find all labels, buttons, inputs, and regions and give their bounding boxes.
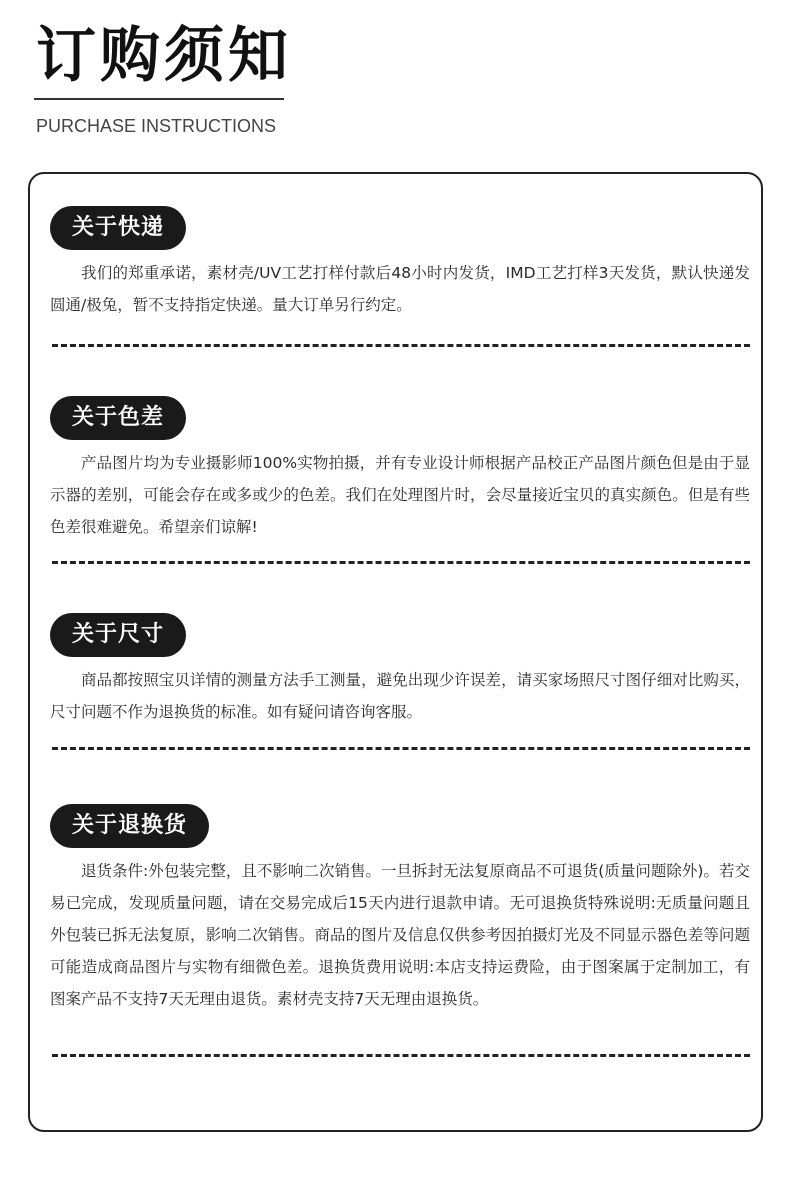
section-divider xyxy=(52,1054,750,1057)
section-size xyxy=(50,613,750,728)
section-body-color-difference: 产品图片均为专业摄影师100%实物拍摄，并有专业设计师根据产品校正产品图片颜色但是由于显示器的差别，可能会存在或多或少的色差。我们在处理图片时，会尽量接近宝贝的真实颜色。但是有些色差很难避免。希望亲们谅解! xyxy=(50,454,750,536)
section-divider xyxy=(52,561,750,564)
section-body-size: 商品都按照宝贝详情的测量方法手工测量，避免出现少许误差，请买家场照尺寸图仔细对比购买，尺寸问题不作为退换货的标准。如有疑问请咨询客服。 xyxy=(50,671,750,721)
section-divider xyxy=(52,747,750,750)
section-body-shipping: 我们的郑重承诺，素材壳/UV工艺打样付款后48小时内发货，IMD工艺打样3天发货，默认快递发圆通/极兔，暂不支持指定快递。量大订单另行约定。 xyxy=(50,264,750,314)
section-shipping xyxy=(50,206,750,321)
section-color-difference xyxy=(50,396,750,543)
section-heading-color-difference: 关于色差 xyxy=(50,396,186,440)
section-body-returns: 退货条件:外包装完整，且不影响二次销售。一旦拆封无法复原商品不可退货(质量问题除外)。若交易已完成，发现质量问题，请在交易完成后15天内进行退款申请。无可退换货特殊说明:无质量问题且外包装已拆无法复原，影响二次销售。商品的图片及信息仅供参考因拍摄灯光及不同显示器色差等问题可能造成商品图片与实物有细微色差。退换货费用说明:本店支持运费险，由于图案属于定制加工，有图案产品不支持7天无理由退货。素材壳支持7天无理由退换货。 xyxy=(50,862,750,1008)
title-underline xyxy=(34,98,284,100)
page-title: 订购须知 xyxy=(36,21,292,91)
section-heading-shipping: 关于快递 xyxy=(50,206,186,250)
section-divider xyxy=(52,344,750,347)
section-heading-size: 关于尺寸 xyxy=(50,613,186,657)
page-subtitle: PURCHASE INSTRUCTIONS xyxy=(36,116,277,136)
section-heading-returns: 关于退换货 xyxy=(50,804,209,848)
section-returns xyxy=(50,804,750,1015)
instructions-card xyxy=(28,172,763,1132)
